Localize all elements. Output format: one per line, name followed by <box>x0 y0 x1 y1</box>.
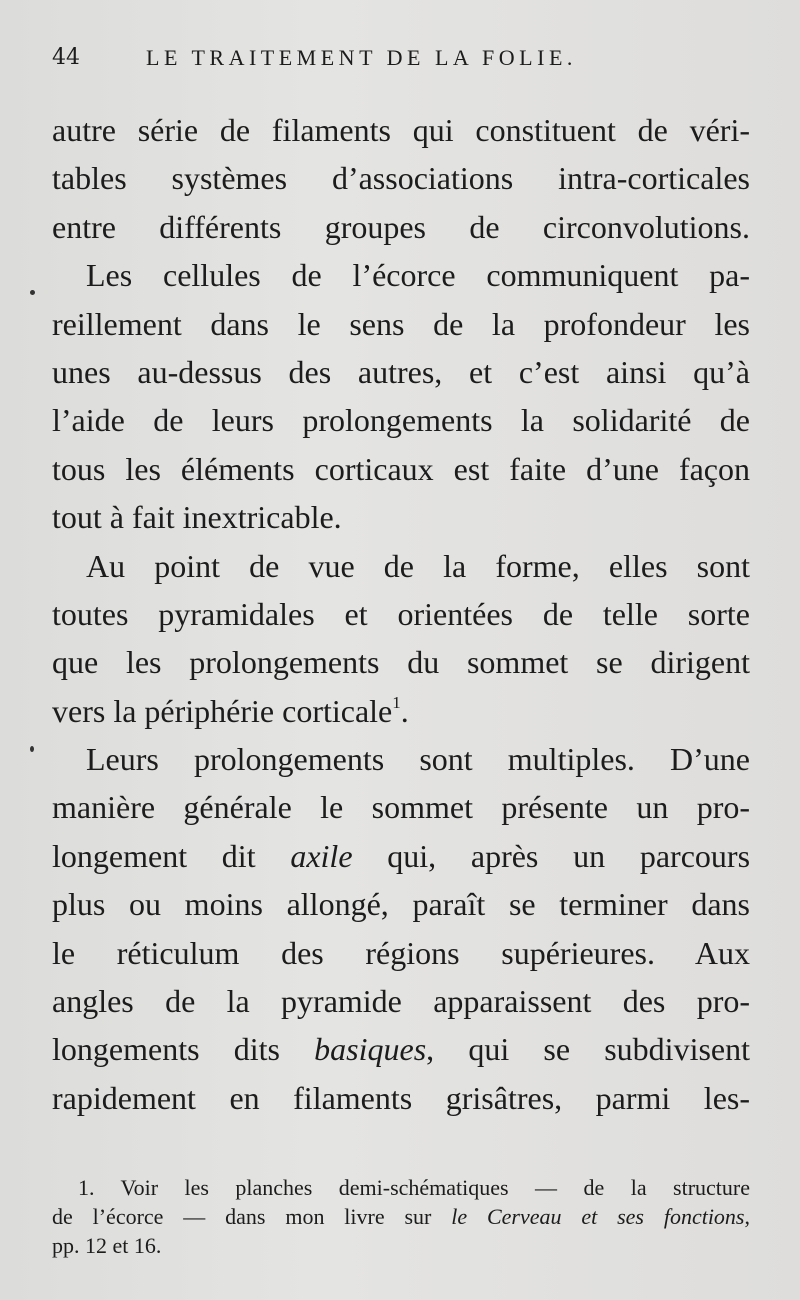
text-line: rapidement en filaments grisâtres, parmi les- <box>52 1079 750 1116</box>
footnote-text: Voir les planches demi-schématiques — de la structure <box>120 1175 750 1200</box>
text-line: tout à fait inextricable. <box>52 499 342 536</box>
text-line: toutes pyramidales et orientées de telle sorte <box>52 595 750 632</box>
text-line: reillement dans le sens de la profondeur les <box>52 305 750 342</box>
text-line: Au point de vue de la forme, elles sont <box>86 547 750 584</box>
text-segment: longement dit <box>52 837 256 874</box>
text-line: Les cellules de l’écorce communiquent pa- <box>86 257 750 294</box>
text-line: plus ou moins allongé, paraît se terminer dans <box>52 886 750 923</box>
footnote-text: , <box>744 1204 750 1229</box>
footnote-marker: 1. <box>78 1175 95 1200</box>
text-segment: qui, après un parcours <box>387 837 750 874</box>
text-line: tous les éléments corticaux est faite d’une façon <box>52 450 750 487</box>
footnote-line <box>52 1173 750 1202</box>
footnotes <box>52 1173 750 1260</box>
text-line: tables systèmes d’associations intra-corticales <box>52 160 750 197</box>
body-text <box>52 106 750 1122</box>
text-line <box>52 832 750 880</box>
text-line: le réticulum des régions supérieures. Aux <box>52 934 750 971</box>
text-segment: longements dits <box>52 1031 280 1068</box>
text-line <box>52 1025 750 1073</box>
footnote-line: pp. 12 et 16. <box>52 1233 162 1258</box>
running-header <box>52 40 750 76</box>
text-line: manière générale le sommet présente un pro- <box>52 789 750 826</box>
text-line: unes au-dessus des autres, et c’est ainsi qu’à <box>52 353 750 390</box>
text-line <box>52 687 750 735</box>
footnote-reference: 1 <box>392 692 401 712</box>
text-line: entre différents groupes de circonvolutions. <box>52 208 750 245</box>
text-line: que les prolongements du sommet se dirigent <box>52 644 750 681</box>
running-title: LE TRAITEMENT DE LA FOLIE. <box>146 45 577 70</box>
print-speck <box>30 290 35 295</box>
print-speck <box>30 746 34 752</box>
page-number: 44 <box>52 45 80 70</box>
text-line-content: vers la périphérie corticale <box>52 692 393 729</box>
italic-term: basiques <box>314 1031 427 1068</box>
footnote-reference-tail: . <box>400 692 409 729</box>
footnote-line <box>52 1202 750 1231</box>
italic-term: axile <box>290 837 353 874</box>
text-line: Leurs prolongements sont multiples. D’une <box>86 741 750 778</box>
text-segment: , qui se subdivisent <box>426 1031 750 1068</box>
footnote-text: de l’écorce — dans mon livre sur <box>52 1204 432 1229</box>
footnote-book-title: le Cerveau et ses fonctions <box>451 1204 745 1229</box>
text-line: autre série de filaments qui constituent de véri- <box>52 112 750 148</box>
text-line: angles de la pyramide apparaissent des pro- <box>52 983 750 1020</box>
text-line: l’aide de leurs prolongements la solidarité de <box>52 402 750 439</box>
